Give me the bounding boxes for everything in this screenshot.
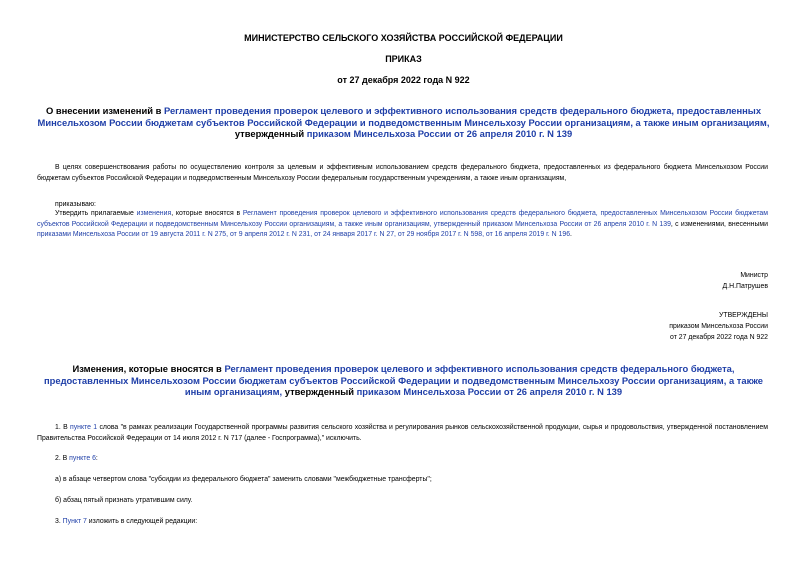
signature-position: Министр [740, 272, 768, 279]
changes-title-regulation-link[interactable]: Регламент проведения проверок целевого и эффективного использования средств федерального бюджета, предоставленных Минсельхозом России бюджетам субъектов Российской Федерации и подведомственным Минсельхозу России организациям, а также иным организациям, [43, 363, 764, 397]
item-2-link[interactable]: пункте 6 [69, 455, 96, 462]
changes-title [30, 363, 777, 398]
item-2b: б) абзац пятый признать утратившим силу. [55, 497, 193, 504]
ministry-heading: МИНИСТЕРСТВО СЕЛЬСКОГО ХОЗЯЙСТВА РОССИЙСКОЙ ФЕДЕРАЦИИ [244, 33, 563, 43]
signature-name: Д.Н.Патрушев [722, 283, 768, 290]
changes-title-prefix: Изменения, которые вносятся в [72, 363, 225, 374]
approval-line-3: от 27 декабря 2022 года N 922 [670, 334, 768, 341]
approve-text-2: , которые вносятся в [171, 210, 243, 217]
item-1 [37, 423, 768, 444]
item-2-number: 2. В [55, 455, 70, 462]
item-1-link[interactable]: пункте 1 [70, 424, 98, 431]
item-1-text: слова "в рамках реализации Государственной программы развития сельского хозяйства и регулирования рынков сельскохозяйственной продукции, сырья и продовольствия, утвержденной постановлением Правительства Российской Федерации от 14 июля 2012 г. N 717 (далее - Госпрограмма)," исключить. [37, 424, 768, 442]
item-2-text: : [95, 455, 98, 462]
approve-text-3: , с изменениями, внесенными [670, 220, 768, 228]
signature-block [500, 270, 768, 292]
approve-text-1: Утвердить прилагаемые [55, 210, 137, 217]
item-2a: а) в абзаце четвертом слова "субсидии из федерального бюджета" заменить словами "межбюджетные трансферты"; [55, 476, 432, 483]
order-word: приказываю: [55, 201, 96, 208]
title-order-link[interactable]: приказом Минсельхоза России от 26 апреля 2010 г. N 139 [306, 128, 573, 139]
item-3-text: изложить в следующей редакции: [86, 518, 198, 525]
regulation-link[interactable]: Регламент проведения проверок целевого и эффективного использования средств федерального бюджета, предоставленных Минсельхозом России бюджетам субъектов Российской Федерации и подведомственным Минсельхозу России организациям, а также иным организациям, утвержденный приказом Минсельхоза России от 26 апреля 2010 г. N 139 [37, 210, 769, 228]
item-3 [55, 517, 755, 528]
item-2 [55, 454, 755, 465]
title-regulation-link[interactable]: Регламент проведения проверок целевого и эффективного использования средств федерального бюджета, предоставленных Минсельхозом России бюджетам субъектов Российской Федерации и подведомственным Минсельхозу России организациям, а также иным организациям, [37, 105, 770, 128]
item-3-link[interactable]: Пункт 7 [62, 518, 87, 525]
title-mid: утвержденный [234, 128, 307, 139]
preamble-paragraph: В целях совершенствования работы по осуществлению контроля за целевым и эффективным использованием средств федерального бюджета, предоставленных из федерального бюджета Минсельхозом России бюджетам субъектов Российской Федерации и подведомственным Минсельхозу России федеральным государственным учреждениям, а также иным организациям, [37, 164, 768, 182]
item-1-number: 1. В [55, 424, 70, 431]
approve-paragraph [37, 209, 768, 241]
approve-text-4: . [570, 231, 572, 238]
item-3-number: 3. [55, 518, 63, 525]
amending-orders-link[interactable]: приказами Минсельхоза России от 19 августа 2011 г. N 275, от 9 апреля 2012 г. N 231, от 24 января 2017 г. N 27, от 29 ноября 2017 г. N 598, от 16 апреля 2019 г. N 196 [37, 231, 571, 238]
approval-line-2: приказом Минсельхоза России [669, 323, 768, 330]
doc-type-heading: ПРИКАЗ [385, 54, 422, 64]
approval-line-1: УТВЕРЖДЕНЫ [719, 312, 768, 319]
order-title [30, 105, 777, 140]
changes-title-mid: утвержденный [282, 386, 357, 397]
order-date-number: от 27 декабря 2022 года N 922 [337, 75, 470, 85]
changes-title-order-link[interactable]: приказом Минсельхоза России от 26 апреля 2010 г. N 139 [356, 386, 623, 397]
approval-stamp [500, 310, 768, 343]
changes-link[interactable]: изменения [136, 210, 172, 217]
title-prefix: О внесении изменений в [45, 105, 164, 116]
